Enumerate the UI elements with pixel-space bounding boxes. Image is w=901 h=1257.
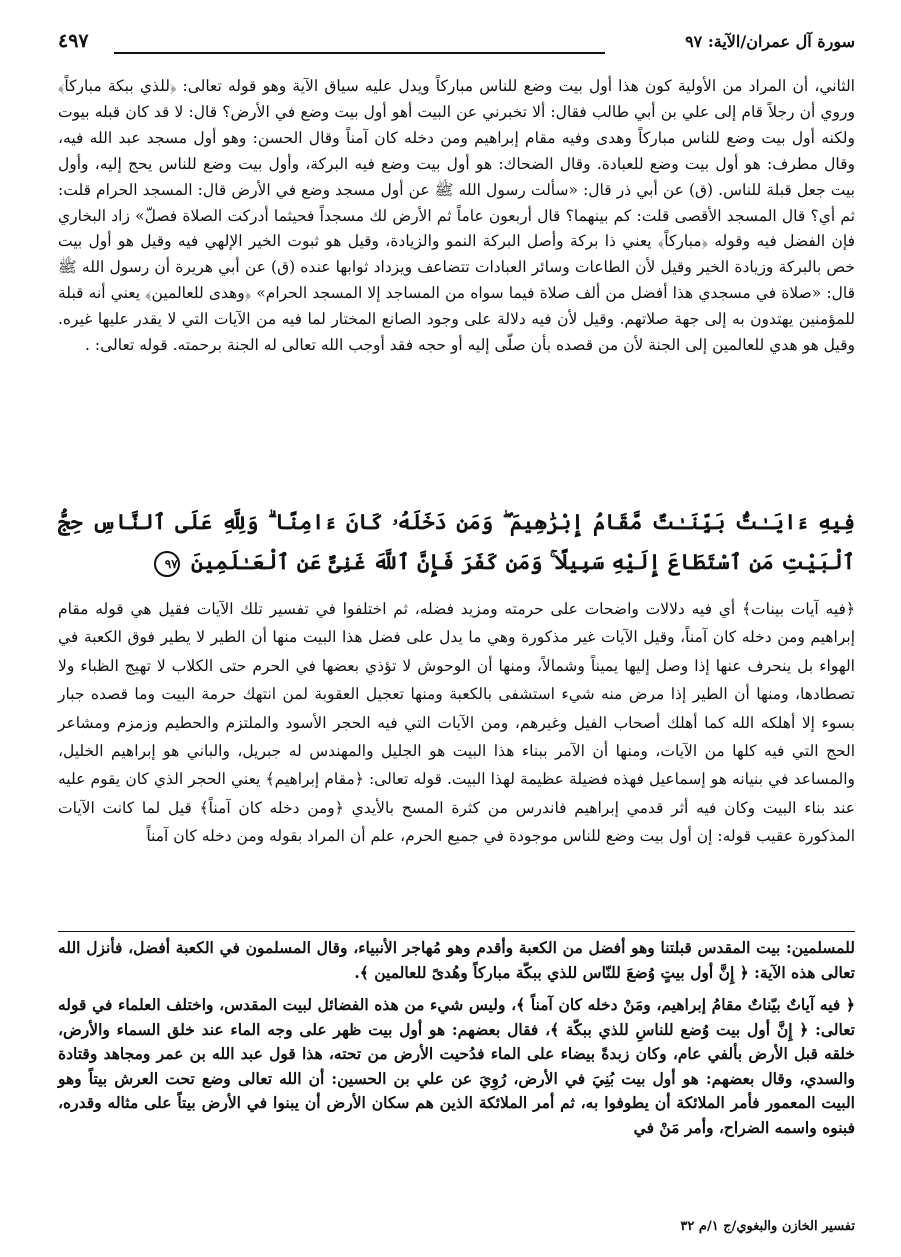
commentary-paragraph: الثاني، أن المراد من الأولية كون هذا أول بيت وضع للناس مباركاً ويدل عليه سياق الآية وهو قوله تعالى: ﴿للذي ببكة مباركاً﴾ وروي أن رجلاً قام إلى علي بن أبي طالب فقال: ألا تخبرني عن البيت أهو أول بيت وضع في الأرض؟ قال: لا قد كان قبله بيوت ولكنه أول بيت وضع للناس مباركاً وهدى وفيه مقام إبراهيم ومن دخله كان آمناً وقال الحسن: وهو أول مسجد عبد الله فيه، وقال مطرف: هو أول بيت وضع للعبادة. وقال الضحاك: هو أول بيت وضع فيه البركة، وأول بيت وضع للناس يحج إليه، وأول بيت جعل قبلة للناس. (ق) عن أبي ذر قال: «سألت رسول الله ﷺ عن أول مسجد وضع في الأرض قال: المسجد الحرام قلت: ثم أي؟ قال المسجد الأقصى قلت: كم بينهما؟ قال أربعون عاماً ثم الأرض لك مسجداً فحيثما أدركت الصلاة فصلّ» زاد البخاري فإن الفضل فيه وقوله ﴿مباركاً﴾ يعني ذا بركة وأصل البركة النمو والزيادة، وقيل هو ثبوت الخير الإلهي فيه وقيل هو أول بيت خص بالبركة وزيادة الخير وقيل لأن الطاعات وسائر العبادات تتضاعف ويزداد ثوابها عنده (ق) عن أبي هريرة أن رسول الله ﷺ قال: «صلاة في مسجدي هذا أفضل من ألف صلاة فيما سواه من المساجد إلا المسجد الحرام» ﴿وهدى للعالمين﴾ يعني أنه قبلة للمؤمنين يهتدون به إلى جهة صلاتهم. وقيل لأن فيه دلالة على وجود الصانع المختار لما فيه من الآيات التي لا يقدر عليها غيره. وقيل هو هدي للعالمين إلى الجنة لأن من قصده بأن صلّى إليه أو حجه فقد أوجب الله تعالى له الجنة برحمته. قوله تعالى: . bbox=[58, 77, 855, 355]
running-header bbox=[58, 32, 855, 56]
page-number: ٤٩٧ bbox=[58, 30, 89, 52]
commentary-text-continued bbox=[58, 595, 855, 851]
footnote-paragraph: ﴿ فيه آياتٌ بيّناتٌ مقامُ إبراهيم، ومَنْ دخله كان آمناً ﴾، وليس شيء من هذه الفضائل لبيت المقدس، واختلف العلماء في قوله تعالى: ﴿ إِنَّ أول بيت وُضع للناسِ للذي ببكّة ﴾، فقال بعضهم: هو أول بيت ظهر على وجه الماء عند خلق السماء والأرض، خلقه قبل الأرض بألفي عام، وكان زبدةً بيضاء على الماء فدُحيت الأرض من تحته، هذا قول عبد الله بن عمر ومجاهد وقتادة والسدي، وقال بعضهم: هو أول بيت بُنِيَ في الأرض، رُوِيَ عن علي بن الحسين: أن الله تعالى وضع تحت العرش بيتاً وهو البيت المعمور فأمر الملائكة أن يطوفوا به، ثم أمر الملائكة الذين هم سكان الأرض أن يبنوا في الأرض بيتاً على مثاله وقدره، فبنوه واسمه الضراح، وأمر مَنْ في bbox=[58, 995, 855, 1137]
book-page bbox=[58, 24, 855, 1239]
footnote-section bbox=[58, 936, 855, 1140]
surah-title: سورة آل عمران/الآية: ٩٧ bbox=[685, 32, 855, 51]
footnote-gap bbox=[58, 985, 855, 993]
verse-text: فِيهِ ءَايَـٰتٌۢ بَيِّنَـٰتٌ مَّقَامُ إِبْرَٰهِيمَ ۖ وَمَن دَخَلَهُۥ كَانَ ءَامِنًا ۗ وَلِلَّهِ عَلَى ٱلنَّاسِ حِجُّ ٱلْبَيْتِ مَنِ ٱسْتَطَاعَ إِلَيْهِ سَبِيلًا ۚ وَمَن كَفَرَ فَإِنَّ ٱللَّهَ غَنِىٌّ عَنِ ٱلْعَـٰلَمِينَ bbox=[58, 509, 855, 574]
commentary-text bbox=[58, 74, 855, 359]
header-rule bbox=[114, 52, 605, 54]
book-reference: تفسير الخازن والبغوي/ج ١/م ٣٢ bbox=[680, 1219, 855, 1234]
commentary-paragraph: ﴿فيه آيات بينات﴾ أي فيه دلالات واضحات على حرمته ومزيد فضله، ثم اختلفوا في تفسير تلك الآيات فقيل هي قوله مقام إبراهيم ومن دخله كان آمناً، وقيل الآيات غير مذكورة وهي ما يدل على فضل هذا البيت منها أن الطير لا يطير فوق الكعبة في الهواء بل ينحرف عنها إذا وصل إليها يميناً وشمالاً، ومنها أن الوحوش لا تؤذي بعضها في الحرم حتى الكلاب لا تهيج الظباء ولا تصطادها، ومنها أن الطير إذا مرض منه شيء استشفى بالكعبة ومنها تعجيل العقوبة لمن انتهك حرمة البيت وما قصده جبار بسوء إلا أهلكه الله كما أهلك أصحاب الفيل وغيرهم، ومن الآيات التي فيه الحجر الأسود والملتزم والحطيم وزمزم ومشاعر الحج التي فيه كلها من الآيات، ومنها أن الآمر ببناء هذا البيت هو الجليل والمهندس له جبريل، والباني هو إبراهيم الخليل، والمساعد في بنيانه هو إسماعيل فهذه فضيلة عظيمة لهذا البيت. قوله تعالى: ﴿مقام إبراهيم﴾ يعني الحجر الذي كان يقوم عليه عند بناء البيت وكان فيه أثر قدمي إبراهيم فاندرس من كثرة المسح بالأيدي ﴿ومن دخله كان آمناً﴾ قيل لما كانت الآيات المذكورة عقيب قوله: إن أول بيت وضع للناس موجودة في جميع الحرم، علم أن المراد بقوله ومن دخله كان آمناً bbox=[58, 600, 855, 846]
footnote-paragraph: للمسلمين: بيت المقدس قبلتنا وهو أفضل من الكعبة وأقدم وهو مُهاجر الأنبياء، وقال المسلمون في الكعبة أفضل، فأنزل الله تعالى هذه الآية: ﴿ إِنَّ أول بيتٍ وُضعَ للنّاس للذي ببكّة مباركاً وهُدىً للعالمين ﴾. bbox=[58, 938, 855, 982]
footnote-separator bbox=[58, 931, 855, 932]
quran-verse bbox=[58, 502, 855, 582]
verse-number-marker: ٩٧ bbox=[154, 551, 180, 577]
